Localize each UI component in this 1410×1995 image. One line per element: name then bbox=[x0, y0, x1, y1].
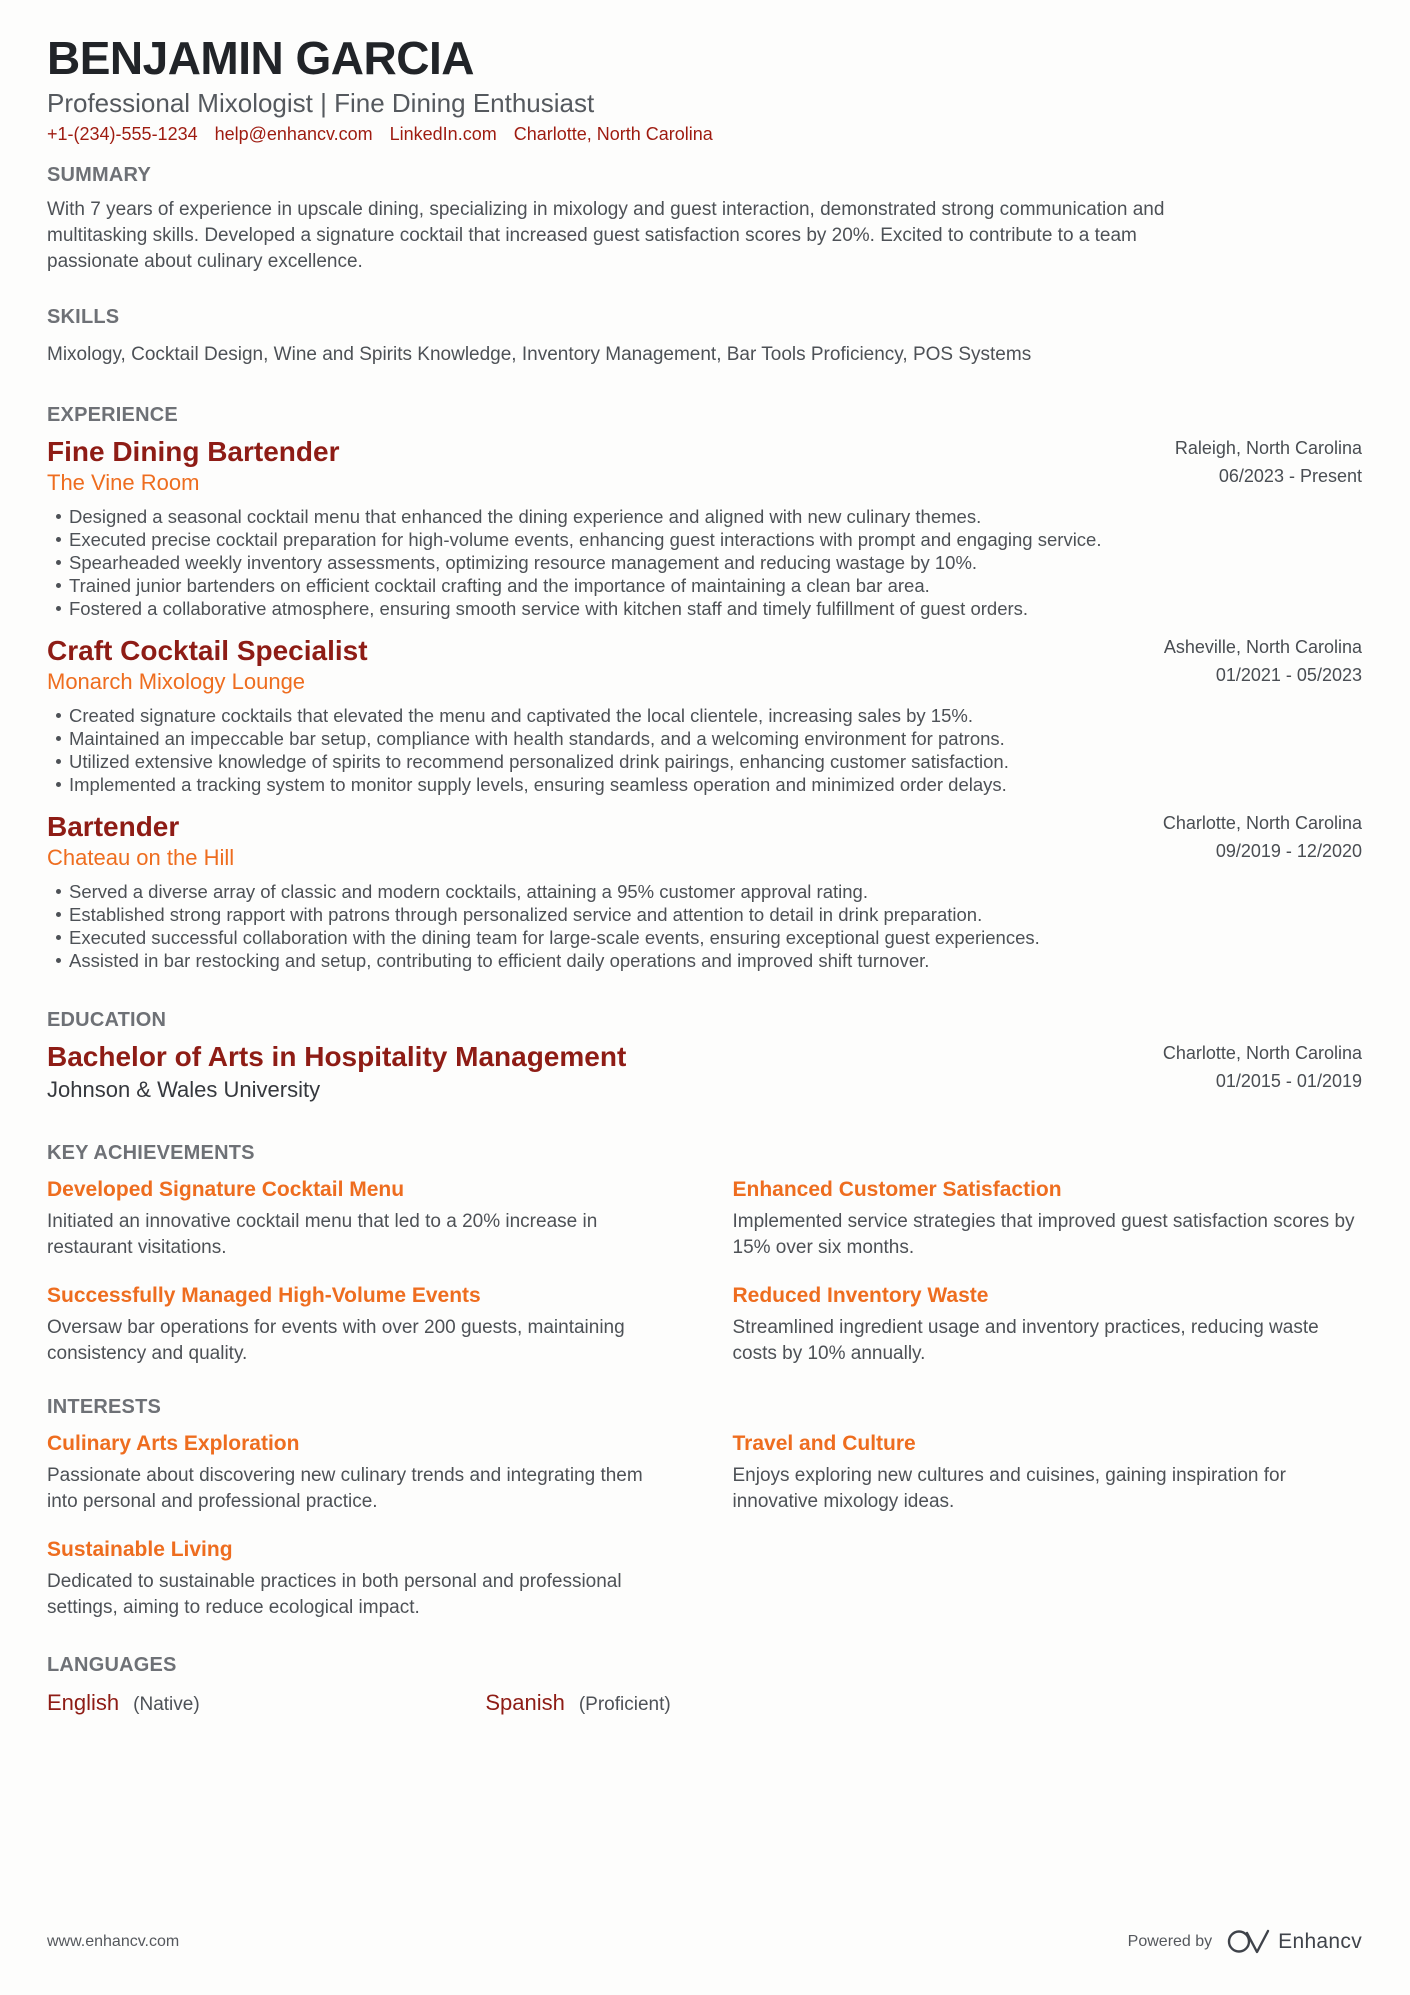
bullet-item: Fostered a collaborative atmosphere, ensuring smooth service with kitchen staff and timely fulfillment of guest orders. bbox=[47, 597, 1362, 620]
languages-heading: LANGUAGES bbox=[47, 1654, 177, 1676]
language-entry-empty bbox=[924, 1689, 1362, 1716]
interest-title: Sustainable Living bbox=[47, 1538, 233, 1561]
job-title: Bartender bbox=[47, 811, 180, 842]
person-headline: Professional Mixologist | Fine Dining Enthusiast bbox=[47, 88, 595, 118]
interest-title: Travel and Culture bbox=[732, 1432, 916, 1455]
contact-row bbox=[47, 124, 1362, 145]
achievement-title: Enhanced Customer Satisfaction bbox=[732, 1178, 1062, 1201]
achievement-title: Successfully Managed High-Volume Events bbox=[47, 1284, 481, 1307]
language-name: English bbox=[47, 1690, 120, 1715]
interest-title: Culinary Arts Exploration bbox=[47, 1432, 300, 1455]
bullet-item: Created signature cocktails that elevated the menu and captivated the local clientele, increasing sales by 15%. bbox=[47, 704, 1362, 727]
degree-title: Bachelor of Arts in Hospitality Management bbox=[47, 1041, 627, 1072]
section-achievements bbox=[47, 1141, 1362, 1367]
skills-list: Mixology, Cocktail Design, Wine and Spirits Knowledge, Inventory Management, Bar Tools Proficiency, POS Systems bbox=[47, 344, 1032, 365]
language-level: (Native) bbox=[133, 1694, 200, 1715]
interests-heading: INTERESTS bbox=[47, 1396, 162, 1418]
interest-card bbox=[47, 1537, 677, 1621]
bullet-item: Assisted in bar restocking and setup, contributing to efficient daily operations and improved shift turnover. bbox=[47, 949, 1362, 972]
achievement-text: Streamlined ingredient usage and inventory practices, reducing waste costs by 10% annually. bbox=[732, 1317, 1319, 1364]
achievement-card bbox=[47, 1283, 677, 1367]
achievement-text: Initiated an innovative cocktail menu that led to a 20% increase in restaurant visitations. bbox=[47, 1211, 598, 1258]
section-education bbox=[47, 1008, 1362, 1103]
bullet-item: Spearheaded weekly inventory assessments, optimizing resource management and reducing wastage by 10%. bbox=[47, 551, 1362, 574]
achievement-text: Oversaw bar operations for events with over 200 guests, maintaining consistency and quality. bbox=[47, 1317, 625, 1364]
job-bullets bbox=[47, 505, 1362, 620]
job-location: Asheville, North Carolina bbox=[1163, 637, 1362, 657]
summary-heading: SUMMARY bbox=[47, 164, 151, 186]
bullet-item: Designed a seasonal cocktail menu that enhanced the dining experience and aligned with new culinary themes. bbox=[47, 505, 1362, 528]
enhancv-brand-text: Enhancv bbox=[1278, 1929, 1362, 1953]
language-name: Spanish bbox=[485, 1690, 565, 1715]
job-entry bbox=[47, 435, 1362, 620]
achievement-text: Implemented service strategies that improved guest satisfaction scores by 15% over six months. bbox=[732, 1211, 1355, 1258]
achievement-title: Reduced Inventory Waste bbox=[732, 1284, 989, 1307]
job-company: The Vine Room bbox=[47, 470, 200, 495]
school-name: Johnson & Wales University bbox=[47, 1077, 321, 1102]
bullet-item: Implemented a tracking system to monitor supply levels, ensuring seamless operation and minimized order delays. bbox=[47, 773, 1362, 796]
section-interests bbox=[47, 1395, 1362, 1621]
footer-site-link[interactable]: www.enhancv.com bbox=[47, 1932, 180, 1950]
job-entry bbox=[47, 810, 1362, 972]
skills-heading: SKILLS bbox=[47, 306, 120, 328]
language-entry bbox=[485, 1689, 923, 1716]
job-location: Charlotte, North Carolina bbox=[1162, 813, 1362, 833]
bullet-item: Served a diverse array of classic and modern cocktails, attaining a 95% customer approval rating. bbox=[47, 880, 1362, 903]
job-bullets bbox=[47, 880, 1362, 972]
contact-linkedin[interactable]: LinkedIn.com bbox=[389, 124, 497, 144]
language-entry bbox=[47, 1689, 485, 1716]
interest-card bbox=[47, 1431, 677, 1515]
page-footer bbox=[47, 1928, 1362, 1955]
contact-email[interactable]: help@enhancv.com bbox=[214, 124, 373, 144]
interest-text: Passionate about discovering new culinary trends and integrating them into personal and professional practice. bbox=[47, 1465, 643, 1512]
bullet-item: Executed precise cocktail preparation for high-volume events, enhancing guest interactions with prompt and engaging service. bbox=[47, 528, 1362, 551]
achievement-card bbox=[47, 1177, 677, 1261]
job-dates: 09/2019 - 12/2020 bbox=[1215, 841, 1362, 861]
bullet-item: Established strong rapport with patrons through personalized service and attention to detail in drink preparation. bbox=[47, 903, 1362, 926]
education-location: Charlotte, North Carolina bbox=[1162, 1043, 1362, 1063]
powered-by bbox=[1128, 1928, 1362, 1955]
interest-text: Enjoys exploring new cultures and cuisines, gaining inspiration for innovative mixology ideas. bbox=[732, 1465, 1286, 1512]
job-entry bbox=[47, 634, 1362, 796]
achievement-card bbox=[733, 1177, 1363, 1261]
job-bullets bbox=[47, 704, 1362, 796]
enhancv-brand[interactable] bbox=[1226, 1928, 1362, 1955]
contact-location: Charlotte, North Carolina bbox=[513, 124, 713, 144]
contact-phone: +1-(234)-555-1234 bbox=[47, 124, 198, 144]
education-meta bbox=[1163, 1040, 1362, 1092]
enhancv-logo-icon bbox=[1226, 1928, 1270, 1955]
achievement-card bbox=[733, 1283, 1363, 1367]
section-experience bbox=[47, 403, 1362, 972]
summary-text: With 7 years of experience in upscale dining, specializing in mixology and guest interaction, demonstrated strong communication and multitasking skills. Developed a signature cocktail that increased guest satisfaction scores by 20%. Excited to contribute to a team passionate about culinary excellence. bbox=[47, 199, 1165, 272]
job-company: Chateau on the Hill bbox=[47, 845, 235, 870]
section-summary bbox=[47, 163, 1362, 275]
section-languages bbox=[47, 1653, 1362, 1716]
job-title: Fine Dining Bartender bbox=[47, 436, 340, 467]
bullet-item: Executed successful collaboration with the dining team for large-scale events, ensuring exceptional guest experiences. bbox=[47, 926, 1362, 949]
section-skills bbox=[47, 305, 1362, 367]
education-dates: 01/2015 - 01/2019 bbox=[1215, 1071, 1362, 1091]
job-company: Monarch Mixology Lounge bbox=[47, 669, 306, 694]
interest-text: Dedicated to sustainable practices in both personal and professional settings, aiming to reduce ecological impact. bbox=[47, 1571, 622, 1618]
education-heading: EDUCATION bbox=[47, 1009, 167, 1031]
person-name: BENJAMIN GARCIA bbox=[47, 32, 474, 84]
job-meta bbox=[1163, 810, 1362, 862]
job-dates: 06/2023 - Present bbox=[1218, 466, 1362, 486]
job-meta bbox=[1164, 634, 1362, 686]
job-title: Craft Cocktail Specialist bbox=[47, 635, 368, 666]
achievements-heading: KEY ACHIEVEMENTS bbox=[47, 1142, 255, 1164]
powered-by-label: Powered by bbox=[1127, 1932, 1213, 1950]
experience-heading: EXPERIENCE bbox=[47, 404, 178, 426]
job-location: Raleigh, North Carolina bbox=[1174, 438, 1362, 458]
job-dates: 01/2021 - 05/2023 bbox=[1215, 665, 1362, 685]
bullet-item: Utilized extensive knowledge of spirits to recommend personalized drink pairings, enhancing customer satisfaction. bbox=[47, 750, 1362, 773]
job-meta bbox=[1175, 435, 1362, 487]
interest-card bbox=[733, 1431, 1363, 1515]
bullet-item: Maintained an impeccable bar setup, compliance with health standards, and a welcoming environment for patrons. bbox=[47, 727, 1362, 750]
bullet-item: Trained junior bartenders on efficient cocktail crafting and the importance of maintaining a clean bar area. bbox=[47, 574, 1362, 597]
language-level: (Proficient) bbox=[578, 1694, 671, 1715]
achievement-title: Developed Signature Cocktail Menu bbox=[47, 1178, 405, 1201]
